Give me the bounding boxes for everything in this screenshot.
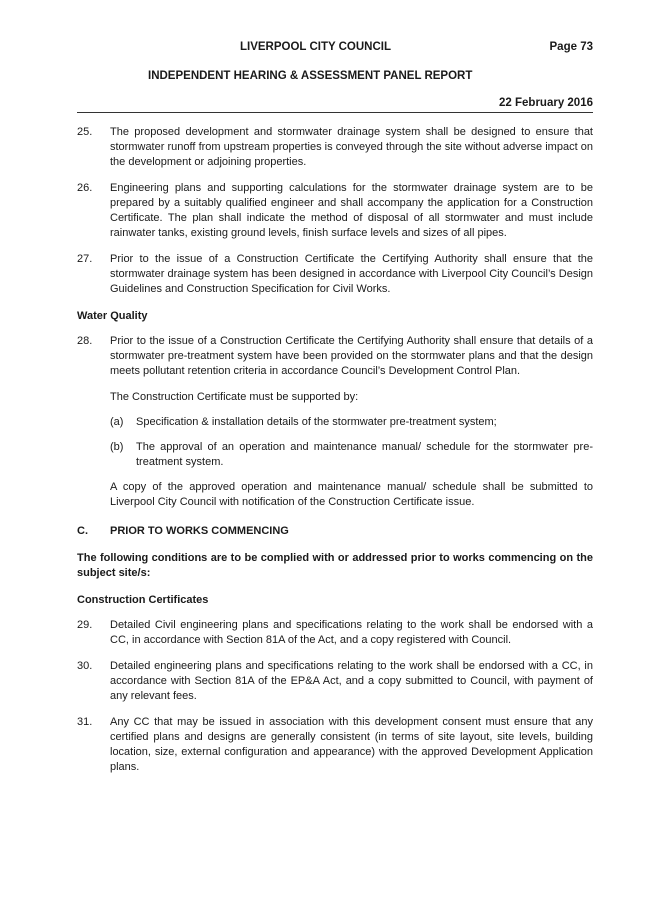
condition-text: The proposed development and stormwater drainage system shall be designed to ensure that stormwater runoff from upstream properties is conveyed through the site without adverse impact on the development or adjoining properties. xyxy=(110,126,593,168)
section-intro: The following conditions are to be complied with or addressed prior to works commencing on the subject site/s: xyxy=(77,552,593,579)
condition-item xyxy=(77,618,593,648)
condition-item xyxy=(77,181,593,241)
sub-item xyxy=(110,415,593,430)
condition-text: Prior to the issue of a Construction Certificate the Certifying Authority shall ensure that the stormwater drainage system has been designed in accordance with Liverpool City Council’s Design Guidelines and Construction Specification for Civil Works. xyxy=(110,253,593,295)
condition-number: 28. xyxy=(77,335,93,347)
sub-item-label: (b) xyxy=(110,441,124,453)
condition-number: 26. xyxy=(77,182,93,194)
council-name: LIVERPOOL CITY COUNCIL xyxy=(240,41,392,53)
header-rule xyxy=(77,112,593,113)
condition-number: 29. xyxy=(77,619,93,631)
condition-number: 30. xyxy=(77,660,93,672)
condition-text: Detailed Civil engineering plans and specifications relating to the work shall be endorsed with a CC, in accordance with Section 81A of the Act, and a copy registered with Council. xyxy=(110,619,593,646)
condition-number: 27. xyxy=(77,253,93,265)
construction-certificates-heading: Construction Certificates xyxy=(77,594,209,606)
condition-number: 31. xyxy=(77,716,93,728)
sub-item-label: (a) xyxy=(110,416,124,428)
condition-item xyxy=(77,334,593,379)
sub-item-text: Specification & installation details of the stormwater pre-treatment system; xyxy=(136,416,497,428)
condition-item xyxy=(77,715,593,775)
section-title: PRIOR TO WORKS COMMENCING xyxy=(110,525,289,537)
section-c-heading xyxy=(77,524,593,539)
page-number: Page 73 xyxy=(549,41,593,53)
condition-text: Prior to the issue of a Construction Certificate the Certifying Authority shall ensure that details of a stormwater pre-treatment system have been provided on the stormwater plans and that the design meets pollutant retention criteria in accordance Council’s Development Control Plan. xyxy=(110,335,593,377)
support-intro: The Construction Certificate must be supported by: xyxy=(110,391,359,403)
copy-paragraph: A copy of the approved operation and maintenance manual/ schedule shall be submitted to Liverpool City Council with notification of the Construction Certificate issue. xyxy=(110,481,593,508)
condition-number: 25. xyxy=(77,126,93,138)
condition-text: Engineering plans and supporting calculations for the stormwater drainage system are to be prepared by a suitably qualified engineer and shall accompany the application for a Construction Certificate. The plan shall indicate the method of disposal of all stormwater and must include rainwater tanks, existing ground levels, finish surface levels and sizes of all pipes. xyxy=(110,182,593,239)
sub-item-text: The approval of an operation and maintenance manual/ schedule for the stormwater pre-treatment system. xyxy=(136,441,593,468)
report-title: INDEPENDENT HEARING & ASSESSMENT PANEL REPORT xyxy=(148,70,473,82)
condition-text: Detailed engineering plans and specifications relating to the work shall be endorsed with a CC, in accordance with Section 81A of the EP&A Act, and a copy submitted to Council, with payment of any relevant fees. xyxy=(110,660,593,702)
condition-item xyxy=(77,125,593,170)
document-body xyxy=(77,125,593,786)
condition-item xyxy=(77,252,593,297)
condition-text: Any CC that may be issued in association with this development consent must ensure that any certified plans and designs are generally consistent (in terms of site layout, site levels, building location, size, external configuration and appearance) with the approved Development Application plans. xyxy=(110,716,593,773)
condition-item xyxy=(77,659,593,704)
report-date: 22 February 2016 xyxy=(499,97,593,109)
water-quality-heading: Water Quality xyxy=(77,310,148,322)
sub-item xyxy=(110,440,593,470)
section-letter: C. xyxy=(77,525,88,537)
